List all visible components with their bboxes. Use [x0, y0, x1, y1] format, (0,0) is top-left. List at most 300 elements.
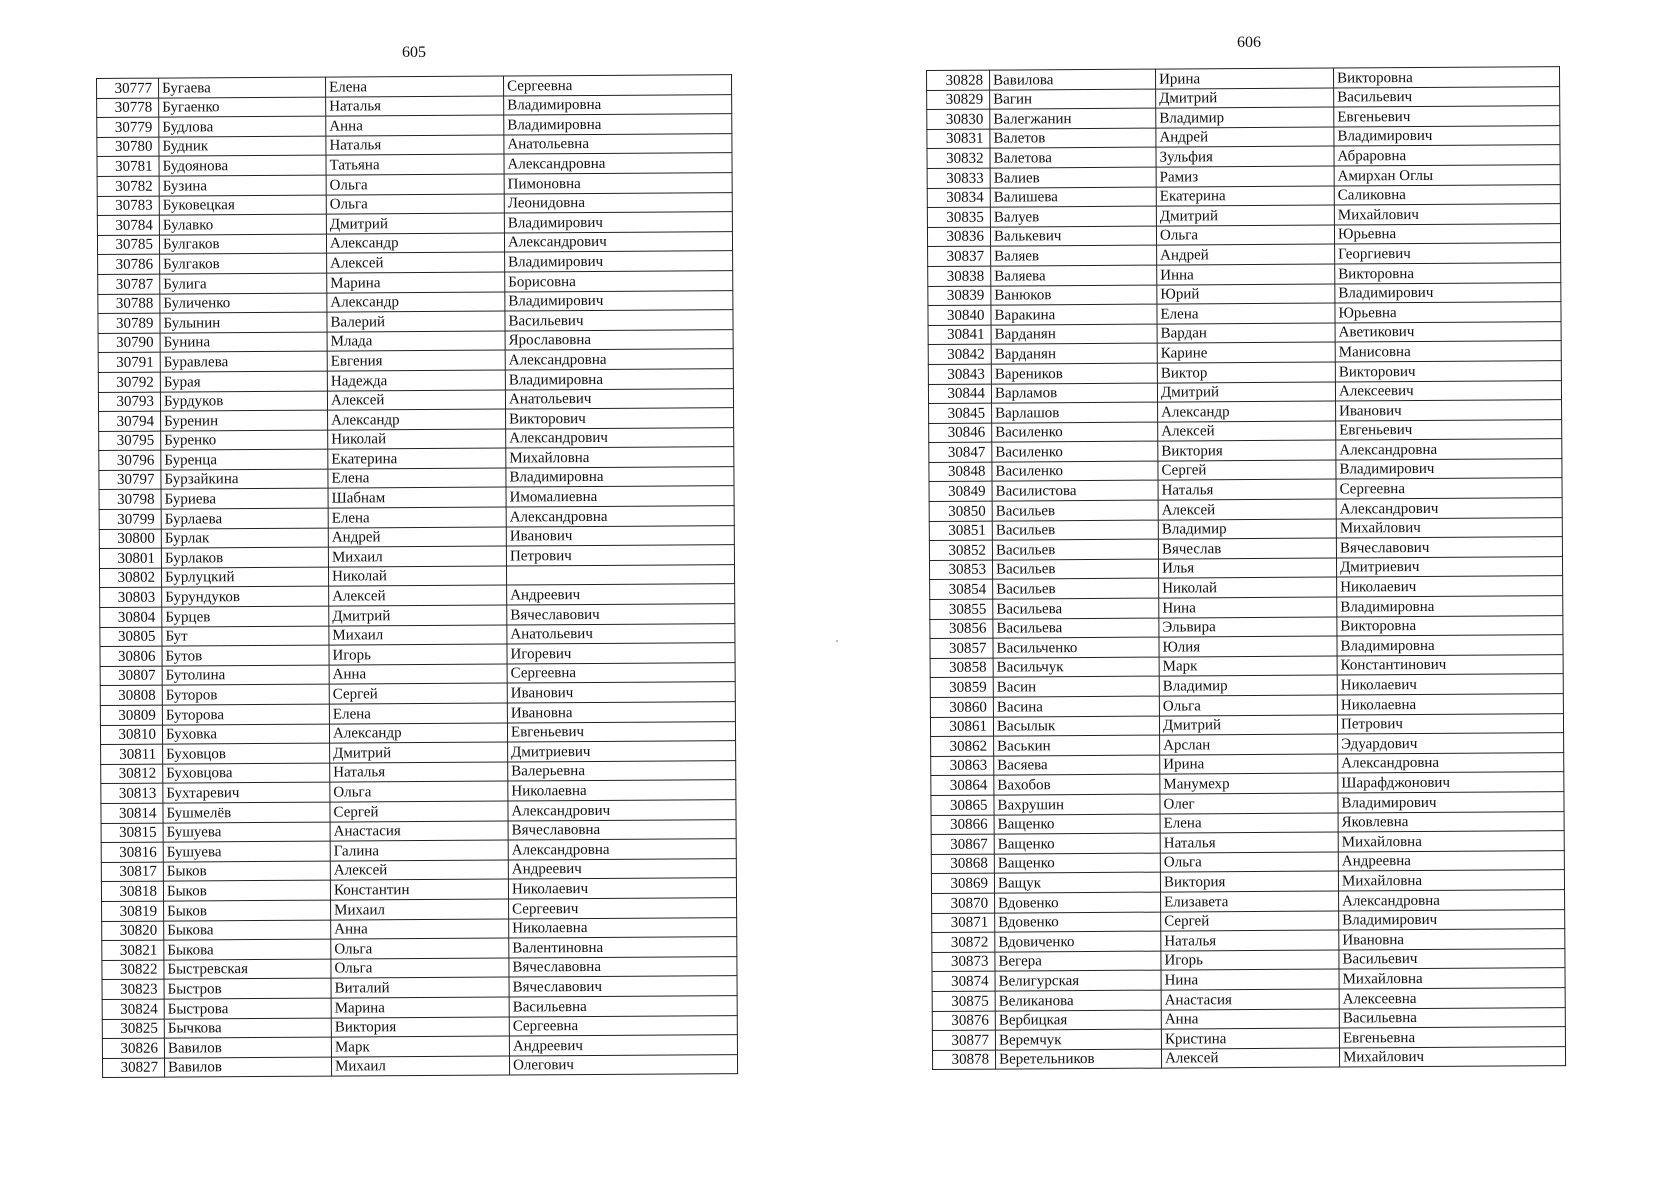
patronymic: Викторович — [506, 408, 734, 429]
entry-number: 30875 — [932, 991, 995, 1011]
surname: Буравлева — [160, 351, 327, 372]
first-name: Александр — [326, 233, 504, 254]
patronymic: Алексеевич — [1335, 380, 1561, 401]
first-name: Алексей — [1158, 421, 1336, 442]
names-table — [96, 74, 738, 1078]
entry-number: 30798 — [99, 490, 161, 510]
surname: Буховцов — [163, 743, 330, 764]
first-name: Анна — [329, 664, 507, 685]
first-name: Андрей — [328, 527, 506, 548]
patronymic: Юрьевна — [1335, 302, 1561, 323]
entry-number: 30872 — [932, 932, 995, 952]
surname: Васильева — [993, 618, 1159, 639]
first-name: Сергей — [330, 801, 508, 822]
patronymic: Александровна — [508, 839, 736, 860]
patronymic: Ярославовна — [505, 329, 733, 350]
surname: Васильченко — [993, 637, 1159, 658]
entry-number: 30870 — [932, 893, 995, 913]
patronymic: Владимирович — [1339, 909, 1565, 930]
entry-number: 30812 — [101, 764, 163, 784]
surname: Валиев — [990, 167, 1156, 188]
surname: Васильева — [993, 598, 1159, 619]
entry-number: 30876 — [932, 1011, 995, 1031]
first-name: Ольга — [330, 781, 508, 802]
surname: Васылык — [993, 716, 1159, 737]
entry-number: 30810 — [100, 725, 162, 745]
patronymic: Михайлович — [1334, 204, 1560, 225]
first-name: Наталья — [326, 135, 504, 156]
surname: Валяев — [991, 245, 1157, 266]
patronymic: Владимирович — [1338, 792, 1564, 813]
surname: Будник — [159, 136, 326, 157]
first-name: Дмитрий — [1156, 205, 1334, 226]
patronymic: Аветикович — [1335, 321, 1561, 342]
surname: Василистова — [992, 481, 1158, 502]
patronymic: Александрович — [1336, 498, 1562, 519]
surname: Булынин — [160, 312, 327, 333]
first-name: Ольга — [1159, 695, 1337, 716]
patronymic: Сергеевна — [1336, 478, 1562, 499]
patronymic: Иванович — [506, 525, 734, 546]
surname: Вегера — [995, 951, 1161, 972]
surname: Валегжанин — [990, 108, 1156, 129]
entry-number: 30866 — [931, 815, 994, 835]
entry-number: 30837 — [928, 246, 991, 266]
first-name: Марина — [331, 997, 509, 1018]
patronymic: Николаевна — [508, 780, 736, 801]
entry-number: 30835 — [927, 207, 990, 227]
first-name: Ольга — [331, 958, 509, 979]
patronymic: Александровна — [1338, 752, 1564, 773]
patronymic: Николаевич — [508, 878, 736, 899]
first-name: Надежда — [327, 370, 505, 391]
surname: Ващук — [994, 872, 1160, 893]
first-name: Ольга — [326, 194, 504, 215]
patronymic: Васильевна — [1339, 1007, 1565, 1028]
surname: Будлова — [159, 116, 326, 137]
entry-number: 30777 — [97, 78, 159, 98]
entry-number: 30864 — [931, 775, 994, 795]
patronymic: Михайловна — [1339, 968, 1565, 989]
patronymic: Владимирович — [504, 212, 732, 233]
entry-number: 30867 — [931, 834, 994, 854]
entry-number: 30809 — [100, 705, 162, 725]
first-name: Вардан — [1157, 323, 1335, 344]
first-name: Андрей — [1156, 127, 1334, 148]
patronymic: Александровна — [505, 349, 733, 370]
entry-number: 30853 — [929, 560, 992, 580]
first-name: Рамиз — [1156, 166, 1334, 187]
first-name: Вячеслав — [1158, 538, 1336, 559]
entry-number: 30788 — [98, 294, 160, 314]
surname: Бурзайкина — [161, 469, 328, 490]
patronymic: Михайловна — [1338, 870, 1564, 891]
surname: Булавко — [159, 214, 326, 235]
patronymic: Сергеевна — [503, 75, 731, 96]
patronymic: Эдуардович — [1338, 733, 1564, 754]
patronymic: Михайлович — [1336, 517, 1562, 538]
patronymic: Георгиевич — [1335, 243, 1561, 264]
first-name: Инна — [1157, 264, 1335, 285]
first-name: Михаил — [328, 546, 506, 567]
surname: Вдовенко — [995, 912, 1161, 933]
surname: Будоянова — [159, 155, 326, 176]
first-name: Дмитрий — [330, 742, 508, 763]
table-row — [102, 1054, 737, 1077]
surname: Варданян — [991, 343, 1157, 364]
patronymic: Манисовна — [1335, 341, 1561, 362]
patronymic: Евгеньевич — [1336, 419, 1562, 440]
surname: Бутолина — [162, 665, 329, 686]
surname: Бурая — [160, 371, 327, 392]
patronymic: Владимировна — [506, 466, 734, 487]
surname: Бурдуков — [160, 391, 327, 412]
entry-number: 30799 — [99, 509, 161, 529]
patronymic: Викторович — [1335, 361, 1561, 382]
surname: Варламов — [991, 383, 1157, 404]
page-number: 606 — [1237, 34, 1261, 51]
first-name: Дмитрий — [1159, 715, 1337, 736]
first-name: Марк — [331, 1036, 509, 1057]
entry-number: 30855 — [930, 599, 993, 619]
first-name: Ольга — [1160, 852, 1338, 873]
patronymic: Викторовна — [1333, 67, 1559, 88]
first-name: Юлия — [1159, 636, 1337, 657]
first-name: Марк — [1159, 656, 1337, 677]
surname: Вахрушин — [994, 794, 1160, 815]
surname: Васильев — [992, 539, 1158, 560]
first-name: Арслан — [1160, 734, 1338, 755]
entry-number: 30819 — [102, 901, 164, 921]
first-name: Николай — [328, 429, 506, 450]
entry-number: 30856 — [930, 619, 993, 639]
entry-number: 30860 — [930, 697, 993, 717]
surname: Бунина — [160, 332, 327, 353]
entry-number: 30832 — [927, 148, 990, 168]
surname: Вавилов — [164, 1057, 331, 1078]
patronymic: Саликовна — [1334, 184, 1560, 205]
patronymic: Андреевич — [508, 858, 736, 879]
entry-number: 30854 — [930, 580, 993, 600]
entry-number: 30793 — [98, 392, 160, 412]
surname: Бурлуцкий — [161, 567, 328, 588]
entry-number: 30822 — [102, 960, 164, 980]
first-name: Татьяна — [326, 154, 504, 175]
entry-number: 30792 — [98, 372, 160, 392]
surname: Валишева — [990, 187, 1156, 208]
entry-number: 30821 — [102, 940, 164, 960]
entry-number: 30820 — [102, 921, 164, 941]
patronymic: Владимирович — [1334, 125, 1560, 146]
first-name: Елена — [1160, 813, 1338, 834]
patronymic: Иванович — [1336, 400, 1562, 421]
surname: Буторова — [162, 704, 329, 725]
patronymic: Николаевич — [1337, 674, 1563, 695]
first-name: Кристина — [1161, 1028, 1339, 1049]
surname: Буриева — [161, 489, 328, 510]
first-name: Манумехр — [1160, 773, 1338, 794]
entry-number: 30863 — [931, 756, 994, 776]
surname: Бычкова — [164, 1018, 331, 1039]
first-name: Владимир — [1159, 675, 1337, 696]
first-name: Алексей — [1158, 499, 1336, 520]
surname: Варакина — [991, 304, 1157, 325]
first-name: Алексей — [330, 860, 508, 881]
first-name: Алексей — [329, 585, 507, 606]
surname: Велигурская — [995, 970, 1161, 991]
first-name: Наталья — [1161, 930, 1339, 951]
entry-number: 30849 — [929, 482, 992, 502]
patronymic: Александровна — [504, 153, 732, 174]
surname: Бугаева — [159, 77, 326, 98]
entry-number: 30841 — [928, 325, 991, 345]
entry-number: 30780 — [97, 137, 159, 157]
first-name: Дмитрий — [1157, 382, 1335, 403]
first-name: Млада — [327, 331, 505, 352]
patronymic: Михайловна — [506, 447, 734, 468]
patronymic: Михайловна — [1338, 831, 1564, 852]
first-name: Ольга — [326, 174, 504, 195]
surname: Булгаков — [159, 234, 326, 255]
entry-number: 30787 — [98, 274, 160, 294]
first-name: Дмитрий — [329, 605, 507, 626]
patronymic: Вячеславович — [507, 604, 735, 625]
first-name: Андрей — [1157, 244, 1335, 265]
first-name: Елизавета — [1161, 891, 1339, 912]
entry-number: 30878 — [932, 1050, 995, 1070]
surname: Бурцев — [162, 606, 329, 627]
first-name: Анна — [331, 919, 509, 940]
entry-number: 30861 — [930, 717, 993, 737]
entry-number: 30804 — [100, 607, 162, 627]
entry-number: 30848 — [929, 462, 992, 482]
surname: Бухтаревич — [163, 782, 330, 803]
entry-number: 30779 — [97, 117, 159, 137]
surname: Валетов — [990, 128, 1156, 149]
entry-number: 30873 — [932, 952, 995, 972]
page-number: 605 — [402, 44, 426, 61]
first-name: Ольга — [1156, 225, 1334, 246]
patronymic: Васильевич — [1334, 86, 1560, 107]
entry-number: 30846 — [929, 423, 992, 443]
patronymic: Анатольевич — [505, 388, 733, 409]
surname: Василенко — [992, 461, 1158, 482]
first-name: Олег — [1160, 793, 1338, 814]
first-name: Елена — [328, 507, 506, 528]
first-name: Галина — [330, 840, 508, 861]
entry-number: 30811 — [101, 744, 163, 764]
entry-number: 30834 — [927, 188, 990, 208]
entry-number: 30839 — [928, 286, 991, 306]
patronymic: Владимировна — [1337, 635, 1563, 656]
patronymic: Андреевич — [507, 584, 735, 605]
first-name: Владимир — [1156, 107, 1334, 128]
entry-number: 30845 — [929, 403, 992, 423]
patronymic: Николаевна — [1337, 694, 1563, 715]
patronymic: Дмитриевич — [508, 741, 736, 762]
surname: Буренин — [161, 410, 328, 431]
surname: Булгаков — [160, 253, 327, 274]
surname: Бушуева — [163, 841, 330, 862]
patronymic: Владимировна — [504, 94, 732, 115]
first-name: Виталий — [331, 977, 509, 998]
first-name: Александр — [328, 409, 506, 430]
surname: Быкова — [164, 920, 331, 941]
patronymic: Владимирович — [1335, 282, 1561, 303]
patronymic: Сергеевна — [507, 662, 735, 683]
first-name: Сергей — [1158, 460, 1336, 481]
surname: Веремчук — [995, 1029, 1161, 1050]
entry-number: 30847 — [929, 442, 992, 462]
surname: Вербицкая — [995, 1010, 1161, 1031]
patronymic: Вячеславовна — [509, 956, 737, 977]
entry-number: 30874 — [932, 971, 995, 991]
first-name: Константин — [330, 879, 508, 900]
patronymic: Евгеньевич — [507, 721, 735, 742]
first-name: Елена — [1157, 303, 1335, 324]
patronymic: Ивановна — [1339, 929, 1565, 950]
entry-number: 30871 — [932, 913, 995, 933]
patronymic: Александрович — [504, 231, 732, 252]
entry-number: 30814 — [101, 803, 163, 823]
entry-number: 30803 — [100, 588, 162, 608]
table-row — [932, 1046, 1565, 1069]
entry-number: 30843 — [928, 364, 991, 384]
first-name: Анастасия — [1161, 989, 1339, 1010]
first-name: Нина — [1161, 969, 1339, 990]
surname: Бурлаева — [161, 508, 328, 529]
entry-number: 30844 — [928, 384, 991, 404]
entry-number: 30783 — [97, 196, 159, 216]
surname: Варданян — [991, 324, 1157, 345]
names-table — [926, 66, 1566, 1070]
surname: Ващенко — [994, 833, 1160, 854]
entry-number: 30790 — [98, 333, 160, 353]
entry-number: 30869 — [931, 873, 994, 893]
patronymic: Вячеславович — [509, 976, 737, 997]
entry-number: 30800 — [99, 529, 161, 549]
patronymic: Александровна — [1339, 890, 1565, 911]
first-name: Анна — [326, 115, 504, 136]
surname: Василенко — [992, 422, 1158, 443]
entry-number: 30785 — [97, 235, 159, 255]
patronymic: Васильевич — [1339, 948, 1565, 969]
first-name: Михаил — [331, 1056, 509, 1077]
first-name: Зульфия — [1156, 146, 1334, 167]
patronymic: Сергеевна — [509, 1015, 737, 1036]
patronymic: Владимирович — [505, 251, 733, 272]
first-name: Ирина — [1155, 68, 1333, 89]
entry-number: 30791 — [98, 352, 160, 372]
surname: Вдовенко — [995, 892, 1161, 913]
first-name: Ирина — [1160, 754, 1338, 775]
first-name: Николай — [328, 566, 506, 587]
surname: Васильев — [992, 500, 1158, 521]
patronymic: Анатольевич — [507, 623, 735, 644]
patronymic: Вячеславовна — [508, 819, 736, 840]
patronymic: Александровна — [506, 506, 734, 527]
first-name: Екатерина — [1156, 186, 1334, 207]
surname: Вдовиченко — [995, 931, 1161, 952]
first-name: Екатерина — [328, 448, 506, 469]
surname: Варлашов — [992, 402, 1158, 423]
surname: Васильев — [992, 520, 1158, 541]
entry-number: 30802 — [99, 568, 161, 588]
surname: Валькевич — [990, 226, 1156, 247]
surname: Буренца — [161, 449, 328, 470]
patronymic: Константинович — [1337, 654, 1563, 675]
first-name: Валерий — [327, 311, 505, 332]
patronymic: Евгеньевна — [1339, 1027, 1565, 1048]
entry-number: 30828 — [927, 70, 990, 90]
first-name: Евгения — [327, 350, 505, 371]
entry-number: 30786 — [98, 254, 160, 274]
patronymic: Сергеевич — [509, 898, 737, 919]
first-name: Михаил — [329, 625, 507, 646]
first-name: Алексей — [327, 252, 505, 273]
patronymic: Александрович — [506, 427, 734, 448]
first-name: Виктория — [1158, 440, 1336, 461]
entry-number: 30825 — [102, 1019, 164, 1039]
entry-number: 30781 — [97, 156, 159, 176]
entry-number: 30807 — [100, 666, 162, 686]
entry-number: 30877 — [932, 1030, 995, 1050]
first-name: Михаил — [331, 899, 509, 920]
surname: Васин — [993, 676, 1159, 697]
surname: Быкова — [164, 939, 331, 960]
patronymic: Викторовна — [1337, 615, 1563, 636]
patronymic: Андреевич — [509, 1035, 737, 1056]
patronymic: Дмитриевич — [1336, 556, 1562, 577]
surname: Быстрова — [164, 998, 331, 1019]
patronymic: Валентиновна — [509, 937, 737, 958]
first-name: Анна — [1161, 1008, 1339, 1029]
entry-number: 30789 — [98, 313, 160, 333]
surname: Валяева — [991, 265, 1157, 286]
first-name: Наталья — [326, 96, 504, 117]
entry-number: 30801 — [99, 548, 161, 568]
surname: Бурлаков — [161, 547, 328, 568]
patronymic: Владимирович — [505, 290, 733, 311]
entry-number: 30858 — [930, 658, 993, 678]
surname: Вареников — [991, 363, 1157, 384]
entry-number: 30782 — [97, 176, 159, 196]
first-name: Сергей — [1161, 911, 1339, 932]
surname: Быстров — [164, 978, 331, 999]
entry-number: 30823 — [102, 979, 164, 999]
entry-number: 30851 — [929, 521, 992, 541]
patronymic: Владимировна — [505, 369, 733, 390]
entry-number: 30840 — [928, 305, 991, 325]
first-name: Виктория — [331, 1016, 509, 1037]
surname: Бузина — [159, 175, 326, 196]
surname: Быков — [164, 900, 331, 921]
first-name: Александр — [327, 292, 505, 313]
surname: Быстревская — [164, 959, 331, 980]
patronymic: Пимоновна — [504, 173, 732, 194]
surname: Васильев — [993, 579, 1159, 600]
entry-number: 30817 — [101, 862, 163, 882]
surname: Бушмелёв — [163, 802, 330, 823]
surname: Бушуева — [163, 822, 330, 843]
entry-number: 30797 — [99, 470, 161, 490]
entry-number: 30859 — [930, 678, 993, 698]
entry-number: 30826 — [102, 1038, 164, 1058]
surname: Веретельников — [995, 1049, 1161, 1070]
patronymic: Андреевна — [1338, 850, 1564, 871]
entry-number: 30805 — [100, 627, 162, 647]
entry-number: 30838 — [928, 266, 991, 286]
